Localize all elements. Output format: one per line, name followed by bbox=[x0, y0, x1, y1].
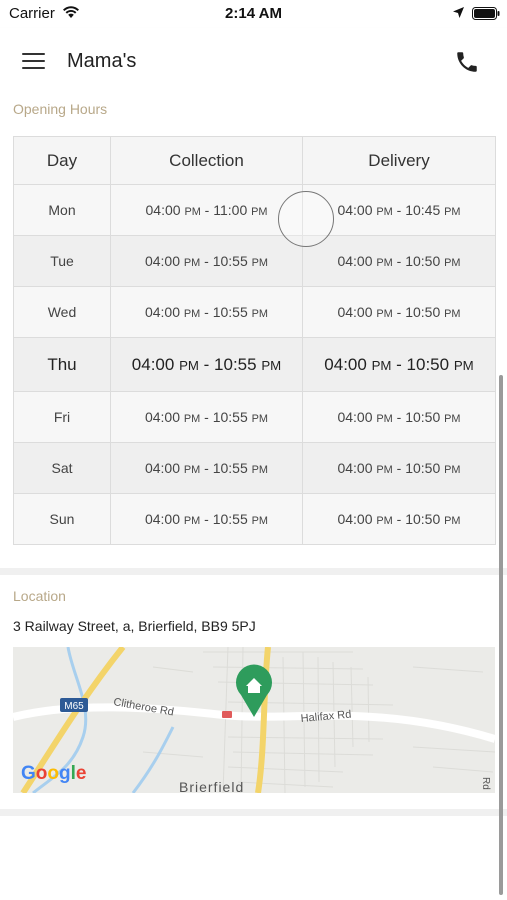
time-from: 04:00 bbox=[144, 409, 181, 425]
google-letter: g bbox=[59, 763, 71, 784]
ampm: PM bbox=[251, 308, 269, 320]
hours-row bbox=[14, 236, 496, 287]
google-letter: G bbox=[21, 763, 36, 784]
rail-station-icon bbox=[222, 711, 232, 718]
address-text: 3 Railway Street, a, Brierfield, BB9 5PJ bbox=[13, 618, 256, 634]
ampm: PM bbox=[444, 257, 461, 269]
separator: - bbox=[392, 202, 406, 218]
carrier-label: Carrier bbox=[9, 5, 55, 22]
time-from: 04:00 bbox=[337, 202, 373, 218]
separator: - bbox=[391, 354, 407, 374]
ampm: PM bbox=[251, 257, 269, 269]
time-from: 04:00 bbox=[144, 304, 181, 320]
delivery-hours-cell bbox=[303, 287, 496, 338]
hours-row bbox=[14, 185, 496, 236]
separator: - bbox=[200, 202, 214, 218]
section-divider bbox=[0, 568, 507, 575]
m65-label: M65 bbox=[64, 701, 84, 712]
collection-hours-cell bbox=[111, 236, 303, 287]
google-letter: l bbox=[70, 763, 76, 784]
time-from: 04:00 bbox=[144, 253, 181, 269]
time-to: 10:55 bbox=[212, 409, 248, 425]
ampm: PM bbox=[251, 464, 269, 476]
ampm: PM bbox=[376, 413, 393, 425]
table-header-row bbox=[14, 137, 496, 185]
header-delivery: Delivery bbox=[303, 137, 496, 185]
ampm: PM bbox=[444, 413, 461, 425]
time-from: 04:00 bbox=[337, 511, 373, 527]
separator: - bbox=[200, 409, 213, 425]
scrollbar[interactable] bbox=[499, 375, 503, 895]
collection-hours-cell bbox=[111, 443, 303, 494]
separator: - bbox=[392, 460, 406, 476]
status-bar bbox=[0, 0, 507, 28]
day-cell: Fri bbox=[14, 392, 111, 443]
ampm: PM bbox=[251, 206, 268, 218]
ampm: PM bbox=[183, 515, 201, 527]
time-to: 11:00 bbox=[213, 202, 248, 218]
google-letter: e bbox=[75, 763, 87, 784]
ampm: PM bbox=[453, 357, 474, 373]
hours-row bbox=[14, 443, 496, 494]
ampm: PM bbox=[251, 515, 269, 527]
ampm: PM bbox=[184, 206, 201, 218]
ampm: PM bbox=[251, 413, 269, 425]
halifax-rd-label: Halifax Rd bbox=[300, 708, 352, 725]
ampm: PM bbox=[444, 515, 461, 527]
time-to: 10:50 bbox=[405, 409, 441, 425]
section-divider bbox=[0, 809, 507, 816]
touch-indicator bbox=[278, 191, 334, 247]
time-to: 10:50 bbox=[405, 304, 441, 320]
separator: - bbox=[198, 354, 215, 374]
separator: - bbox=[200, 460, 213, 476]
town-label: Brierfield bbox=[179, 779, 245, 793]
delivery-hours-cell bbox=[303, 494, 496, 545]
time-from: 04:00 bbox=[144, 460, 181, 476]
time-from: 04:00 bbox=[144, 511, 181, 527]
time-to: 10:55 bbox=[212, 304, 248, 320]
day-cell: Sat bbox=[14, 443, 111, 494]
delivery-hours-cell bbox=[303, 392, 496, 443]
google-logo bbox=[21, 763, 86, 784]
day-cell: Mon bbox=[14, 185, 111, 236]
ampm: PM bbox=[376, 206, 393, 218]
time-to: 10:55 bbox=[212, 460, 248, 476]
delivery-hours-cell bbox=[303, 443, 496, 494]
location-map[interactable] bbox=[13, 647, 495, 793]
collection-hours-cell bbox=[111, 392, 303, 443]
page-title: Mama's bbox=[67, 50, 137, 72]
time-to: 10:55 bbox=[212, 253, 248, 269]
header-day: Day bbox=[14, 137, 111, 185]
time-from: 04:00 bbox=[145, 202, 181, 218]
ampm: PM bbox=[376, 464, 393, 476]
opening-hours-table bbox=[13, 136, 496, 545]
day-cell: Tue bbox=[14, 236, 111, 287]
location-label: Location bbox=[13, 588, 66, 604]
day-cell: Sun bbox=[14, 494, 111, 545]
day-cell: Wed bbox=[14, 287, 111, 338]
hours-row bbox=[14, 392, 496, 443]
collection-hours-cell bbox=[111, 185, 303, 236]
ampm: PM bbox=[376, 257, 393, 269]
battery-icon bbox=[472, 7, 500, 20]
restaurant-info bbox=[0, 98, 507, 900]
separator: - bbox=[200, 253, 213, 269]
separator: - bbox=[200, 511, 213, 527]
ampm: PM bbox=[444, 206, 461, 218]
map-graphic bbox=[13, 647, 495, 793]
time-to: 10:55 bbox=[214, 354, 257, 374]
ampm: PM bbox=[183, 257, 201, 269]
google-letter: o bbox=[47, 763, 59, 784]
time-from: 04:00 bbox=[337, 409, 373, 425]
ampm: PM bbox=[444, 308, 461, 320]
collection-hours-cell bbox=[111, 338, 303, 392]
hours-row bbox=[14, 338, 496, 392]
delivery-hours-cell bbox=[303, 236, 496, 287]
location-arrow-icon bbox=[452, 6, 465, 19]
hours-row bbox=[14, 287, 496, 338]
time-from: 04:00 bbox=[337, 253, 373, 269]
collection-hours-cell bbox=[111, 494, 303, 545]
ampm: PM bbox=[444, 464, 461, 476]
day-cell: Thu bbox=[14, 338, 111, 392]
time-to: 10:50 bbox=[405, 511, 441, 527]
ampm: PM bbox=[183, 308, 201, 320]
ampm: PM bbox=[183, 464, 201, 476]
time-from: 04:00 bbox=[337, 460, 373, 476]
menu-icon[interactable] bbox=[22, 53, 46, 71]
time-to: 10:50 bbox=[406, 354, 450, 374]
ampm: PM bbox=[376, 515, 393, 527]
road-edge-label: Rd bbox=[480, 777, 491, 790]
delivery-hours-cell bbox=[303, 338, 496, 392]
time-from: 04:00 bbox=[337, 304, 373, 320]
separator: - bbox=[392, 253, 406, 269]
clitheroe-rd-label: Clitheroe Rd bbox=[112, 696, 175, 719]
separator: - bbox=[392, 304, 406, 320]
ampm: PM bbox=[371, 357, 392, 373]
clock: 2:14 AM bbox=[225, 5, 282, 22]
header-collection: Collection bbox=[111, 137, 303, 185]
time-from: 04:00 bbox=[131, 354, 175, 374]
time-to: 10:45 bbox=[405, 202, 441, 218]
time-to: 10:50 bbox=[405, 253, 441, 269]
time-to: 10:55 bbox=[212, 511, 248, 527]
collection-hours-cell bbox=[111, 287, 303, 338]
time-to: 10:50 bbox=[405, 460, 441, 476]
ampm: PM bbox=[376, 308, 393, 320]
ampm: PM bbox=[179, 357, 199, 373]
separator: - bbox=[392, 511, 406, 527]
app-header bbox=[0, 28, 507, 98]
separator: - bbox=[200, 304, 213, 320]
ampm: PM bbox=[261, 357, 282, 373]
time-from: 04:00 bbox=[324, 354, 367, 374]
google-letter: o bbox=[35, 763, 48, 784]
ampm: PM bbox=[183, 413, 201, 425]
phone-icon[interactable] bbox=[454, 49, 480, 75]
separator: - bbox=[392, 409, 406, 425]
hours-row bbox=[14, 494, 496, 545]
opening-hours-label: Opening Hours bbox=[13, 101, 108, 117]
